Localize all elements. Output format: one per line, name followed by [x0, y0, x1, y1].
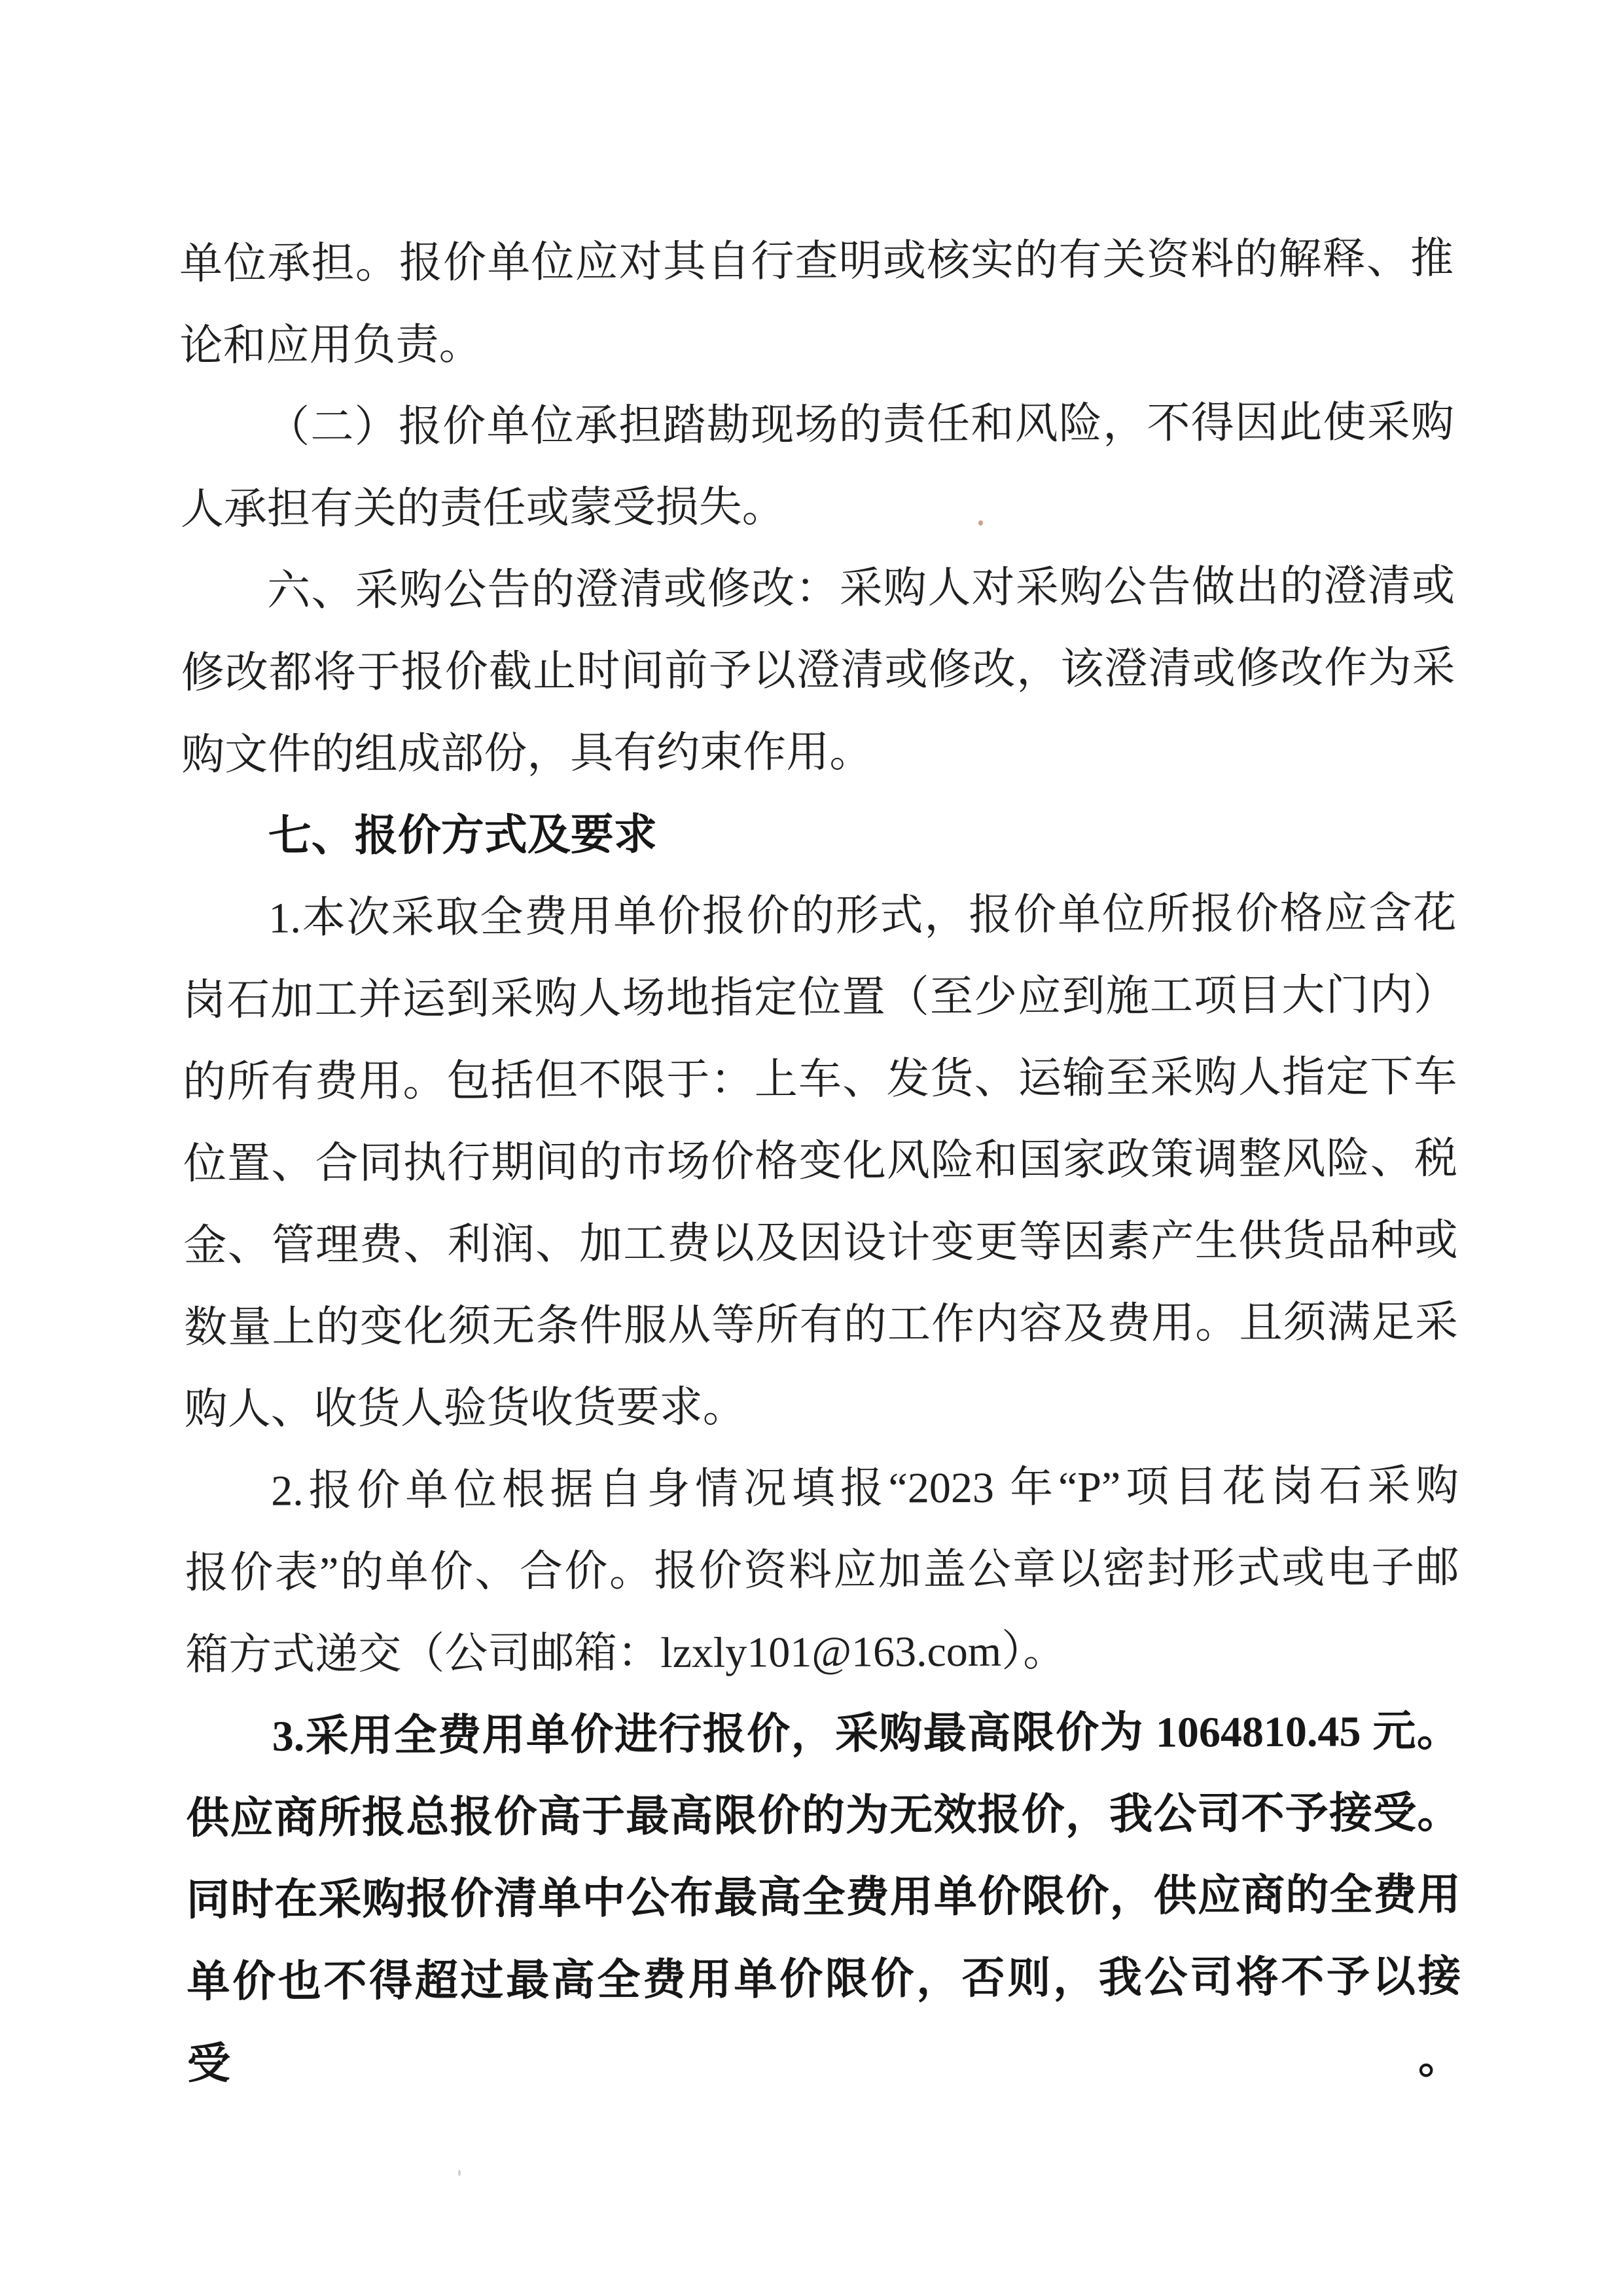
text-line: 论和应用负责。	[179, 321, 482, 370]
scan-speck	[458, 2170, 461, 2176]
text-line: 购人、收货人验货收货要求。	[184, 1383, 746, 1434]
text-line: 金、管理费、利润、加工费以及因设计变更等因素产生供货品种或	[183, 1216, 1458, 1270]
text-line: 单价也不得超过最高全费用单价限价，否则，我公司将不予以接受。	[187, 1952, 1462, 2089]
text-line: 六、采购公告的澄清或修改：采购人对采购公告做出的澄清或	[267, 562, 1455, 615]
text-line: 3.采用全费用单价进行报价，采购最高限价为 1064810.45 元。	[272, 1707, 1460, 1761]
text-line: 数量上的变化须无条件服从等所有的工作内容及费用。且须满足采	[183, 1298, 1459, 1352]
text-line: 位置、合同执行期间的市场价格变化风险和国家政策调整风险、税	[183, 1134, 1458, 1189]
text-line: 2.报价单位根据自身情况填报“2023 年“P”项目花岗石采购	[271, 1462, 1459, 1515]
text-line: 单位承担。报价单位应对其自行查明或核实的有关资料的解释、推	[179, 234, 1454, 289]
text-line: 箱方式递交（公司邮箱：lzxly101@163.com）。	[185, 1627, 1067, 1679]
text-line: 人承担有关的责任或蒙受损失。	[180, 483, 785, 534]
text-line: 1.本次采取全费用单价报价的形式，报价单位所报价格应含花	[268, 889, 1457, 942]
text-line: 七、报价方式及要求	[268, 811, 657, 861]
text-line: 报价表”的单价、合价。报价资料应加盖公章以密封形式或电子邮	[185, 1543, 1459, 1598]
text-line: 岗石加工并运到采购人场地指定位置（至少应到施工项目大门内）	[182, 971, 1457, 1025]
text-line: 供应商所报总报价高于最高限价的为无效报价，我公司不予接受。	[186, 1789, 1461, 1843]
text-line: 购文件的组成部份，具有约束作用。	[181, 728, 873, 780]
text-line: （二）报价单位承担踏勘现场的责任和风险，不得因此使采购	[266, 398, 1455, 452]
document-text	[179, 218, 1462, 2105]
text-line: 同时在采购报价清单中公布最高全费用单价限价，供应商的全费用	[186, 1871, 1461, 1925]
text-line: 修改都将于报价截止时间前予以澄清或修改，该澄清或修改作为采	[181, 643, 1455, 698]
scan-speck	[978, 520, 983, 526]
text-line: 的所有费用。包括但不限于：上车、发货、运输至采购人指定下车	[183, 1052, 1457, 1107]
